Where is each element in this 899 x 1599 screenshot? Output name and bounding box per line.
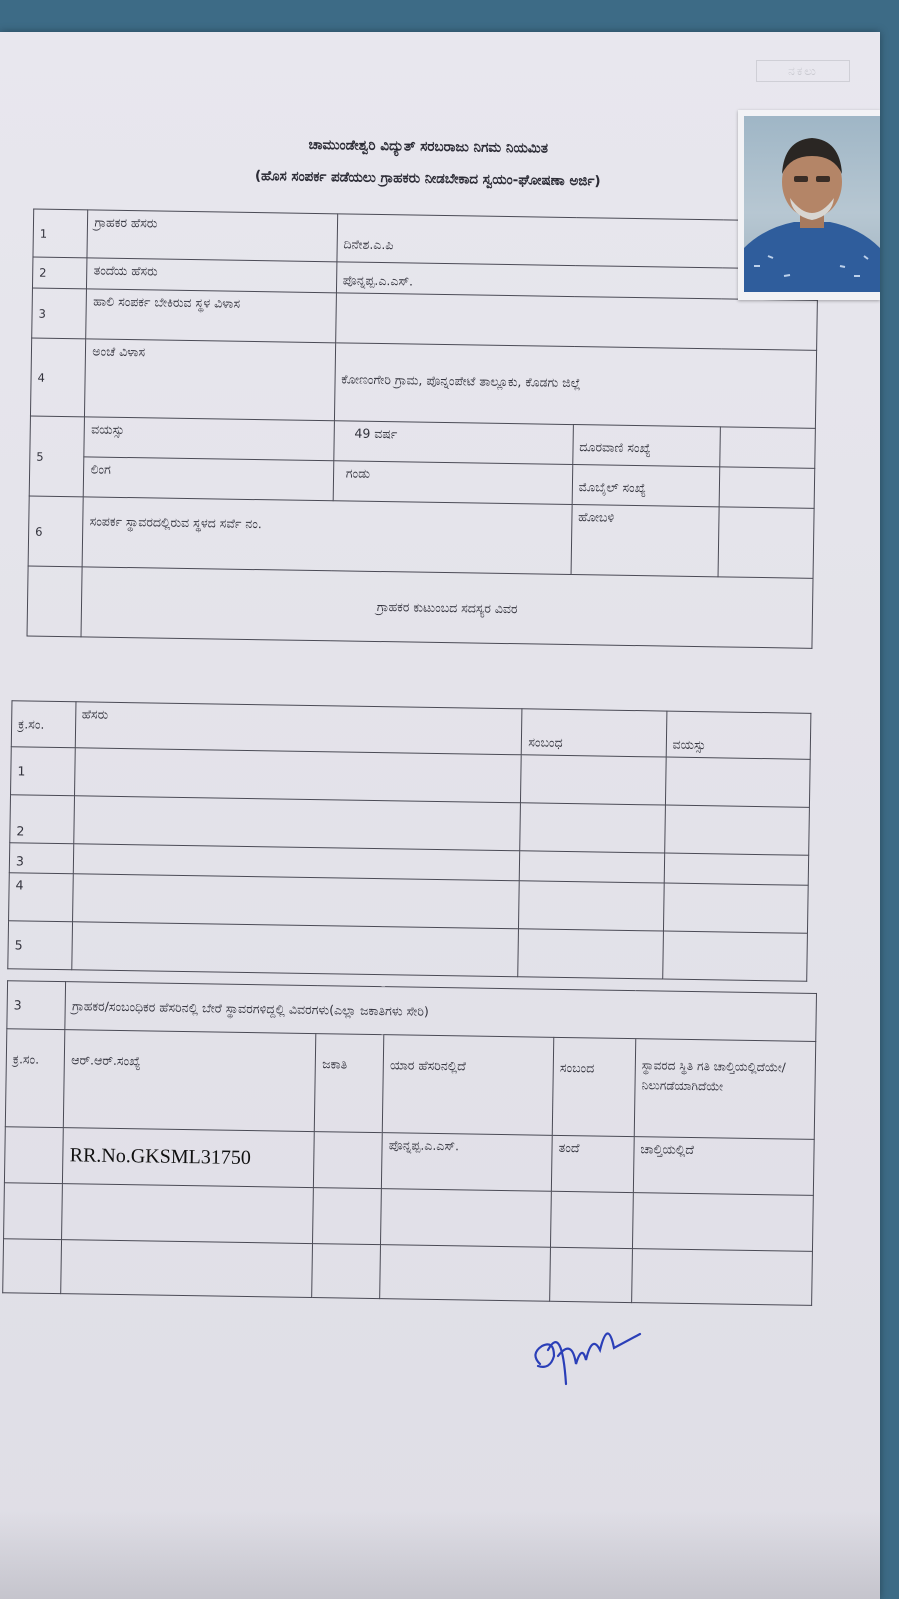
rr-number-value: [62, 1184, 314, 1244]
row-number: 3: [32, 288, 87, 339]
tariff-value: [312, 1244, 381, 1299]
relation-value: [551, 1191, 634, 1248]
header-name: ಹೆಸರು: [75, 702, 523, 755]
customer-name-value: ದಿನೇಶ.ಎ.ಪಿ: [337, 214, 819, 270]
table-row: [3, 1239, 813, 1306]
gender-value: ಗಂಡು: [333, 461, 573, 505]
form-title: (ಹೊಸ ಸಂಪರ್ಕ ಪಡೆಯಲು ಗ್ರಾಹಕರು ನೀಡಬೇಕಾದ ಸ್ವಯಂ-ಘೋಷಣಾ ಅರ್ಜಿ): [254, 168, 601, 190]
row-number: [3, 1239, 62, 1294]
row-number: [4, 1183, 63, 1240]
header-relation: ಸಂಬಂಧ: [522, 709, 667, 757]
org-title: ಚಾಮುಂಡೇಶ್ವರಿ ವಿದ್ಯುತ್ ಸರಬರಾಜು ನಿಗಮ ನಿಯಮಿತ: [308, 136, 549, 157]
header-rr-number: ಆರ್.ಆರ್.ಸಂಖ್ಯೆ: [64, 1030, 316, 1132]
tariff-value: [313, 1188, 382, 1245]
installations-table: [2, 980, 817, 1306]
signature: [528, 1294, 648, 1394]
site-address-value: [335, 293, 817, 351]
row-number: 1: [33, 209, 88, 258]
owner-name-value: [380, 1245, 551, 1302]
table-row: [30, 338, 816, 428]
row-number: 6: [28, 496, 83, 567]
person-portrait-icon: [744, 116, 880, 292]
member-relation: [518, 929, 663, 979]
table-row: [28, 496, 814, 578]
table-row: [27, 566, 813, 648]
applicant-table: [27, 209, 820, 649]
page-shadow: [0, 1509, 880, 1599]
relation-value: ತಂದೆ: [552, 1135, 635, 1192]
header-age: ವಯಸ್ಸು: [666, 711, 811, 759]
tariff-value: [314, 1132, 383, 1189]
row-number: 3: [9, 843, 73, 874]
section-number: 3: [7, 981, 66, 1030]
header-serial: ಕ್ರ.ಸಂ.: [5, 1029, 65, 1128]
mobile-label: ಮೊಬೈಲ್ ಸಂಖ್ಯೆ: [572, 465, 719, 507]
form-paper: [0, 32, 880, 1599]
header-relation: ಸಂಬಂದ: [552, 1037, 635, 1136]
owner-name-value: ಪೊನ್ನಪ್ಪ.ಎ.ಎಸ್.: [382, 1133, 553, 1192]
member-name: [71, 922, 519, 977]
gender-label: ಲಿಂಗ: [84, 457, 334, 501]
phone-label: ದೂರವಾಣಿ ಸಂಖ್ಯೆ: [573, 425, 720, 467]
member-name: [74, 748, 522, 803]
member-name: [72, 874, 520, 929]
row-number: 4: [9, 873, 73, 922]
member-age: [663, 883, 808, 933]
field-label: ತಂದೆಯ ಹೆಸರು: [87, 258, 337, 293]
status-value: ಚಾಲ್ತಿಯಲ್ಲಿದೆ: [633, 1137, 814, 1196]
header-tariff: ಜಕಾತಿ: [315, 1034, 384, 1133]
rr-number-value: [61, 1240, 313, 1298]
survey-no-label: ಸಂಪರ್ಕ ಸ್ಥಾವರದಲ್ಲಿರುವ ಸ್ಥಳದ ಸರ್ವೆ ನಂ.: [82, 497, 571, 575]
postal-address-value: ಕೋಣಂಗೇರಿ ಗ್ರಾಮ, ಪೊನ್ನಂಪೇಟೆ ತಾಲ್ಲೂಕು, ಕೊಡಗು ಜಿಲ್ಲೆ: [334, 343, 816, 429]
family-section-title: ಗ್ರಾಹಕರ ಕುಟುಂಬದ ಸದಸ್ಯರ ವಿವರ: [81, 567, 813, 648]
row-number: 2: [32, 257, 87, 289]
family-table: [7, 700, 811, 982]
age-value: 49 ವರ್ಷ: [334, 421, 574, 465]
member-age: [662, 931, 807, 981]
status-value: [632, 1193, 813, 1252]
mobile-value: [719, 467, 815, 508]
father-name-value: ಪೊನ್ನಪ್ಪ.ಎ.ಎಸ್.: [336, 262, 818, 301]
owner-name-value: [381, 1189, 552, 1248]
row-number: [27, 566, 82, 637]
row-number: 1: [11, 747, 75, 796]
rr-number-value: RR.No.GKSML31750: [63, 1128, 315, 1188]
header-owner-name: ಯಾರ ಹೆಸರಿನಲ್ಲಿದೆ: [383, 1035, 554, 1136]
field-label: ಅಂಚೆ ವಿಳಾಸ: [85, 339, 336, 421]
row-number: 5: [29, 416, 85, 497]
member-name: [73, 796, 521, 851]
row-number: 4: [30, 338, 86, 417]
phone-value: [719, 427, 815, 468]
photo-image: [744, 116, 880, 292]
applicant-photo: [738, 110, 880, 300]
member-relation: [521, 755, 666, 805]
row-number: [4, 1127, 63, 1184]
field-label: ಗ್ರಾಹಕರ ಹೆಸರು: [87, 210, 337, 262]
header-status: ಸ್ಥಾವರದ ಸ್ಥಿತಿ ಗತಿ ಚಾಲ್ತಿಯಲ್ಲಿದೆಯೇ/ ನಿಲುಗಡೆಯಾಗಿದೆಯೇ: [634, 1039, 816, 1140]
hobli-value: [718, 507, 815, 578]
member-age: [665, 757, 810, 807]
row-number: 5: [8, 921, 72, 970]
member-relation: [520, 803, 665, 853]
row-number: 2: [10, 795, 74, 844]
member-relation: [519, 881, 664, 931]
table-row: [5, 1029, 815, 1140]
corner-stamp: ನಕಲು: [756, 60, 850, 82]
installations-title: ಗ್ರಾಹಕರ/ಸಂಬಂಧಿಕರ ಹೆಸರಿನಲ್ಲಿ ಬೇರೆ ಸ್ಥಾವರಗಳಿದ್ದಲ್ಲಿ ವಿವರಗಳು(ಎಲ್ಲಾ ಜಕಾತಿಗಳು ಸೇರಿ): [65, 982, 816, 1042]
status-value: [632, 1249, 813, 1306]
header-serial: ಕ್ರ.ಸಂ.: [11, 701, 75, 748]
member-age: [664, 805, 809, 855]
hobli-label: ಹೋಬಳಿ: [571, 505, 719, 577]
member-age: [664, 853, 809, 885]
member-relation: [520, 851, 665, 883]
age-label: ವಯಸ್ಸು: [84, 417, 334, 461]
field-label: ಹಾಲಿ ಸಂಪರ್ಕ ಬೇಕಿರುವ ಸ್ಥಳ ವಿಳಾಸ: [86, 289, 336, 343]
